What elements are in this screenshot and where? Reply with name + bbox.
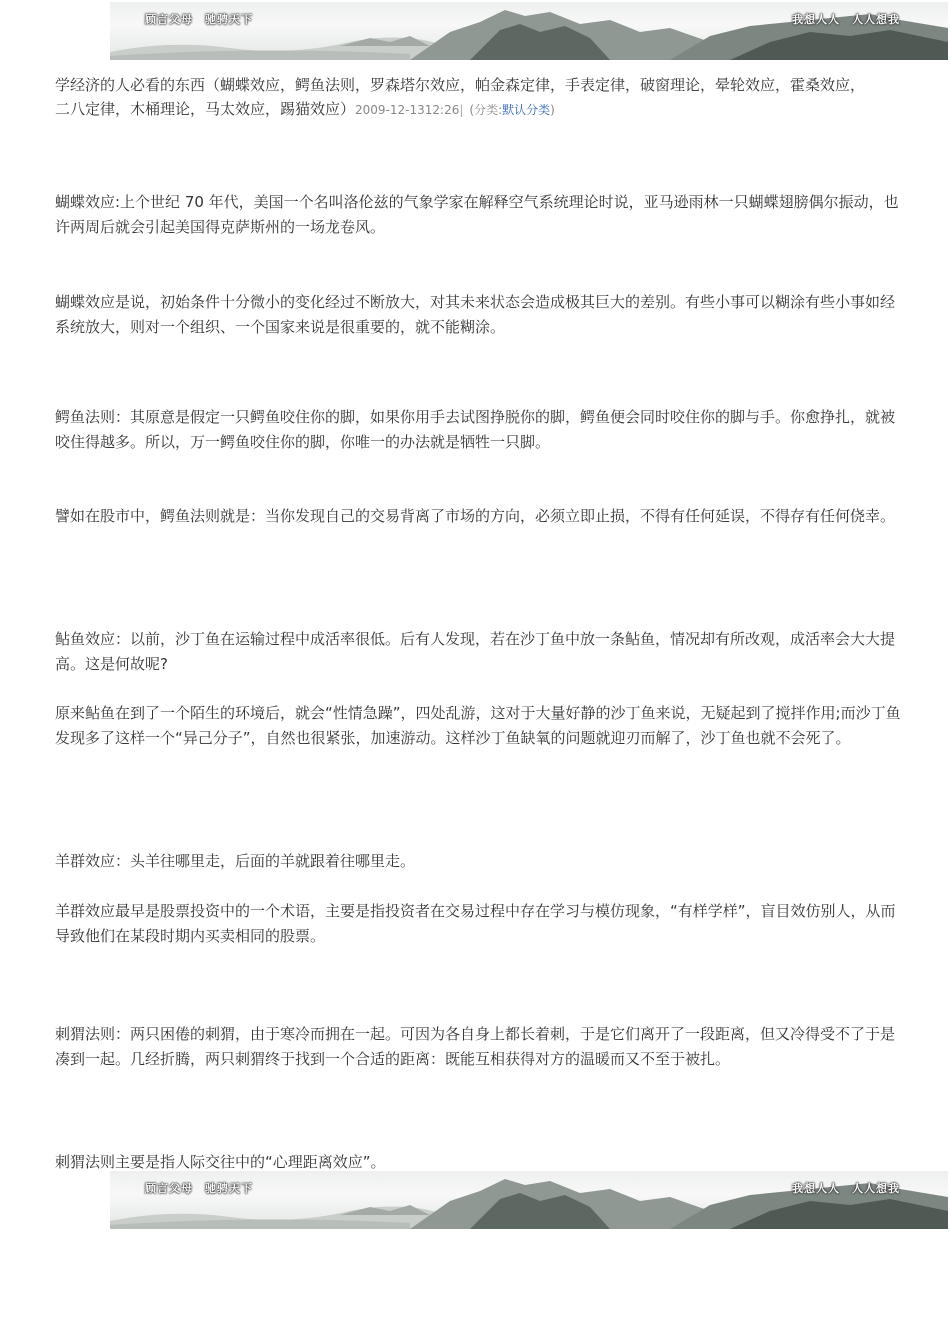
category-close: ) (550, 103, 555, 117)
category-link[interactable]: 默认分类 (502, 103, 551, 117)
banner-left-text-2: 驰骋天下 (205, 1182, 253, 1195)
paragraph-catfish-effect: 鲇鱼效应：以前，沙丁鱼在运输过程中成活率很低。后有人发现，若在沙丁鱼中放一条鲇鱼，情况却有所改观，成活率会大大提高。这是何故呢? (55, 630, 896, 673)
footer-banner (110, 1171, 948, 1229)
header-banner (110, 2, 948, 60)
banner-right-text (792, 11, 900, 27)
article-title (55, 73, 865, 122)
paragraph-catfish-explanation: 原来鲇鱼在到了一个陌生的环境后，就会“性情急躁”，四处乱游，这对于大量好静的沙丁鱼来说，无疑起到了搅拌作用;而沙丁鱼发现多了这样一个“异己分子”，自然也很紧张，加速游动。这样沙丁鱼缺氧的问题就迎刃而解了，沙丁鱼也就不会死了。 (55, 704, 901, 747)
paragraph-hedgehog-explanation: 刺猬法则主要是指人际交往中的“心理距离效应”。 (55, 1153, 386, 1171)
banner-right-text-2: 人人想我 (852, 1182, 900, 1195)
paragraph-crocodile-rule: 鳄鱼法则：其原意是假定一只鳄鱼咬住你的脚，如果你用手去试图挣脱你的脚，鳄鱼便会同时咬住你的脚与手。你愈挣扎，就被咬住得越多。所以，万一鳄鱼咬住你的脚，你唯一的办法就是牺牲一只脚。 (55, 408, 896, 451)
banner-right-text-1: 我想人人 (792, 13, 840, 26)
meta-separator: | (459, 103, 464, 117)
article-title-text: 学经济的人必看的东西（蝴蝶效应，鳄鱼法则，罗森塔尔效应，帕金森定律，手表定律，破窗理论，晕轮效应，霍桑效应，二八定律，木桶理论，马太效应，踢猫效应） (55, 76, 866, 118)
banner-left-text (145, 1180, 253, 1196)
paragraph-herd-effect: 羊群效应：头羊往哪里走，后面的羊就跟着往哪里走。 (55, 852, 416, 870)
paragraph-herd-explanation: 羊群效应最早是股票投资中的一个术语，主要是指投资者在交易过程中存在学习与模仿现象，“有样学样”，盲目效仿别人，从而导致他们在某段时期内买卖相同的股票。 (55, 902, 896, 945)
banner-left-text (145, 11, 253, 27)
paragraph-crocodile-stock: 譬如在股市中，鳄鱼法则就是：当你发现自己的交易背离了市场的方向，必须立即止损，不得有任何延误，不得存有任何侥幸。 (55, 507, 896, 525)
banner-left-text-2: 驰骋天下 (205, 13, 253, 26)
banner-right-text-1: 我想人人 (792, 1182, 840, 1195)
paragraph-hedgehog-rule: 刺猬法则：两只困倦的刺猬，由于寒冷而拥在一起。可因为各自身上都长着刺，于是它们离开了一段距离，但又冷得受不了于是凑到一起。几经折腾，两只刺猬终于找到一个合适的距离：既能互相获得对方的温暖而又不至于被扎。 (55, 1025, 896, 1068)
category-label: (分类: (469, 103, 503, 117)
banner-left-text-1: 顾言父母 (145, 1182, 193, 1195)
banner-right-text (792, 1180, 900, 1196)
banner-left-text-1: 顾言父母 (145, 13, 193, 26)
post-date: 2009-12-1312:26 (355, 103, 460, 117)
banner-right-text-2: 人人想我 (852, 13, 900, 26)
paragraph-butterfly-explanation: 蝴蝶效应是说，初始条件十分微小的变化经过不断放大，对其未来状态会造成极其巨大的差别。有些小事可以糊涂有些小事如经系统放大，则对一个组织、一个国家来说是很重要的，就不能糊涂。 (55, 293, 896, 336)
paragraph-butterfly-effect: 蝴蝶效应:上个世纪 70 年代，美国一个名叫洛伦兹的气象学家在解释空气系统理论时说，亚马逊雨林一只蝴蝶翅膀偶尔振动，也许两周后就会引起美国得克萨斯州的一场龙卷风。 (55, 193, 899, 236)
article-meta (355, 103, 555, 117)
